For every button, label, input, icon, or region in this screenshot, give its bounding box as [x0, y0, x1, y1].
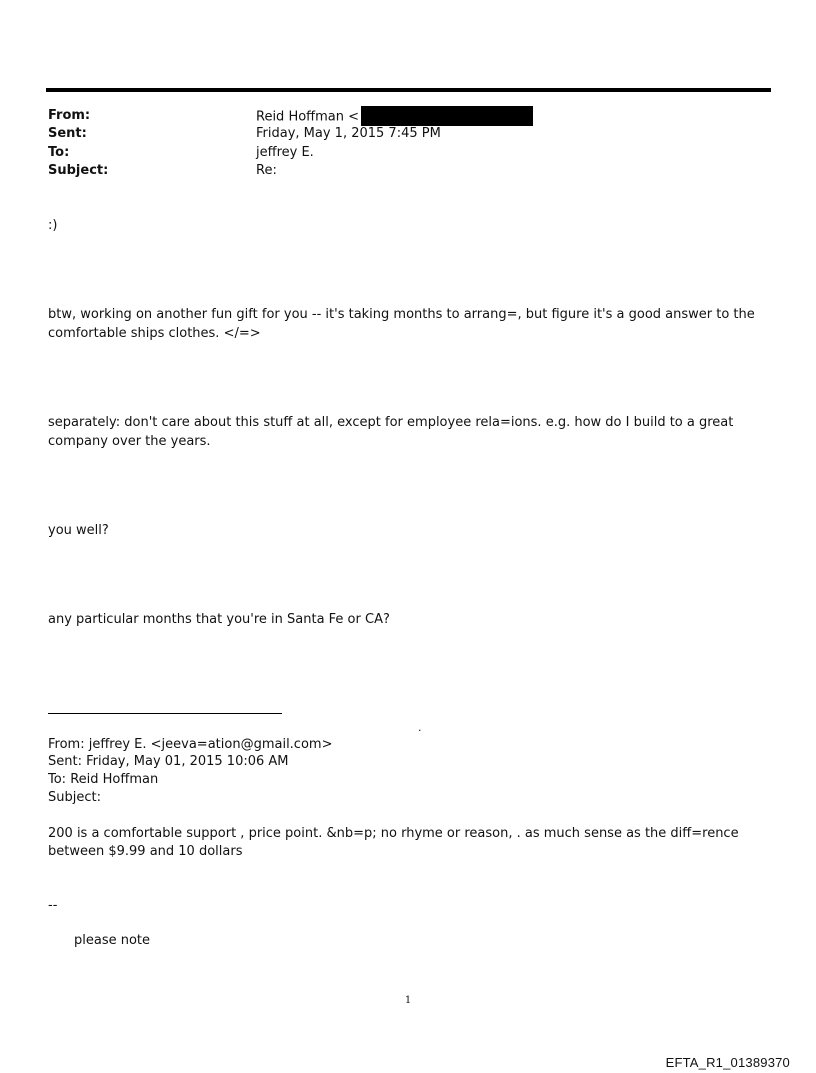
- quoted-from: From: jeffrey E. <jeeva=ation@gmail.com>: [48, 737, 333, 752]
- subject-label: Subject:: [48, 163, 109, 178]
- to-row: [48, 144, 768, 162]
- subject-row: [48, 162, 768, 180]
- body-paragraph-2: btw, working on another fun gift for you -- it's taking months to arrang=, but figure it's a good answer to the comfortable ships clothes. </=>: [48, 307, 755, 341]
- sent-value: Friday, May 1, 2015 7:45 PM: [256, 126, 441, 141]
- bates-number: EFTA_R1_01389370: [665, 1055, 790, 1070]
- please-note: please note: [74, 933, 151, 948]
- page-number: 1: [404, 995, 412, 1006]
- to-value: jeffrey E.: [256, 145, 314, 160]
- quoted-to: To: Reid Hoffman: [48, 772, 159, 787]
- quoted-sent: Sent: Friday, May 01, 2015 10:06 AM: [48, 754, 289, 769]
- quoted-body: 200 is a comfortable support , price point. &nb=p; no rhyme or reason, . as much sense as the diff=rence between $9.99 and 10 dollars: [48, 826, 739, 859]
- subject-value: Re:: [256, 163, 277, 178]
- body-paragraph-4: you well?: [48, 523, 109, 538]
- header-divider: [46, 88, 771, 92]
- body-paragraph-5: any particular months that you're in Santa Fe or CA?: [48, 612, 390, 627]
- body-paragraph-1: :): [48, 218, 58, 233]
- sent-row: [48, 125, 768, 143]
- from-label: From:: [48, 108, 91, 123]
- quote-separator: [48, 713, 282, 714]
- signature-dash: --: [48, 898, 58, 913]
- to-label: To:: [48, 145, 70, 160]
- stray-dot: .: [418, 721, 422, 734]
- body-paragraph-3: separately: don't care about this stuff at all, except for employee rela=ions. e.g. how do I build to a great company over the years.: [48, 415, 734, 449]
- quoted-subject: Subject:: [48, 790, 101, 805]
- redaction-box: [361, 106, 533, 126]
- from-value: [256, 107, 533, 127]
- sent-label: Sent:: [48, 126, 87, 141]
- from-name: Reid Hoffman <: [256, 109, 360, 125]
- from-row: [48, 107, 768, 125]
